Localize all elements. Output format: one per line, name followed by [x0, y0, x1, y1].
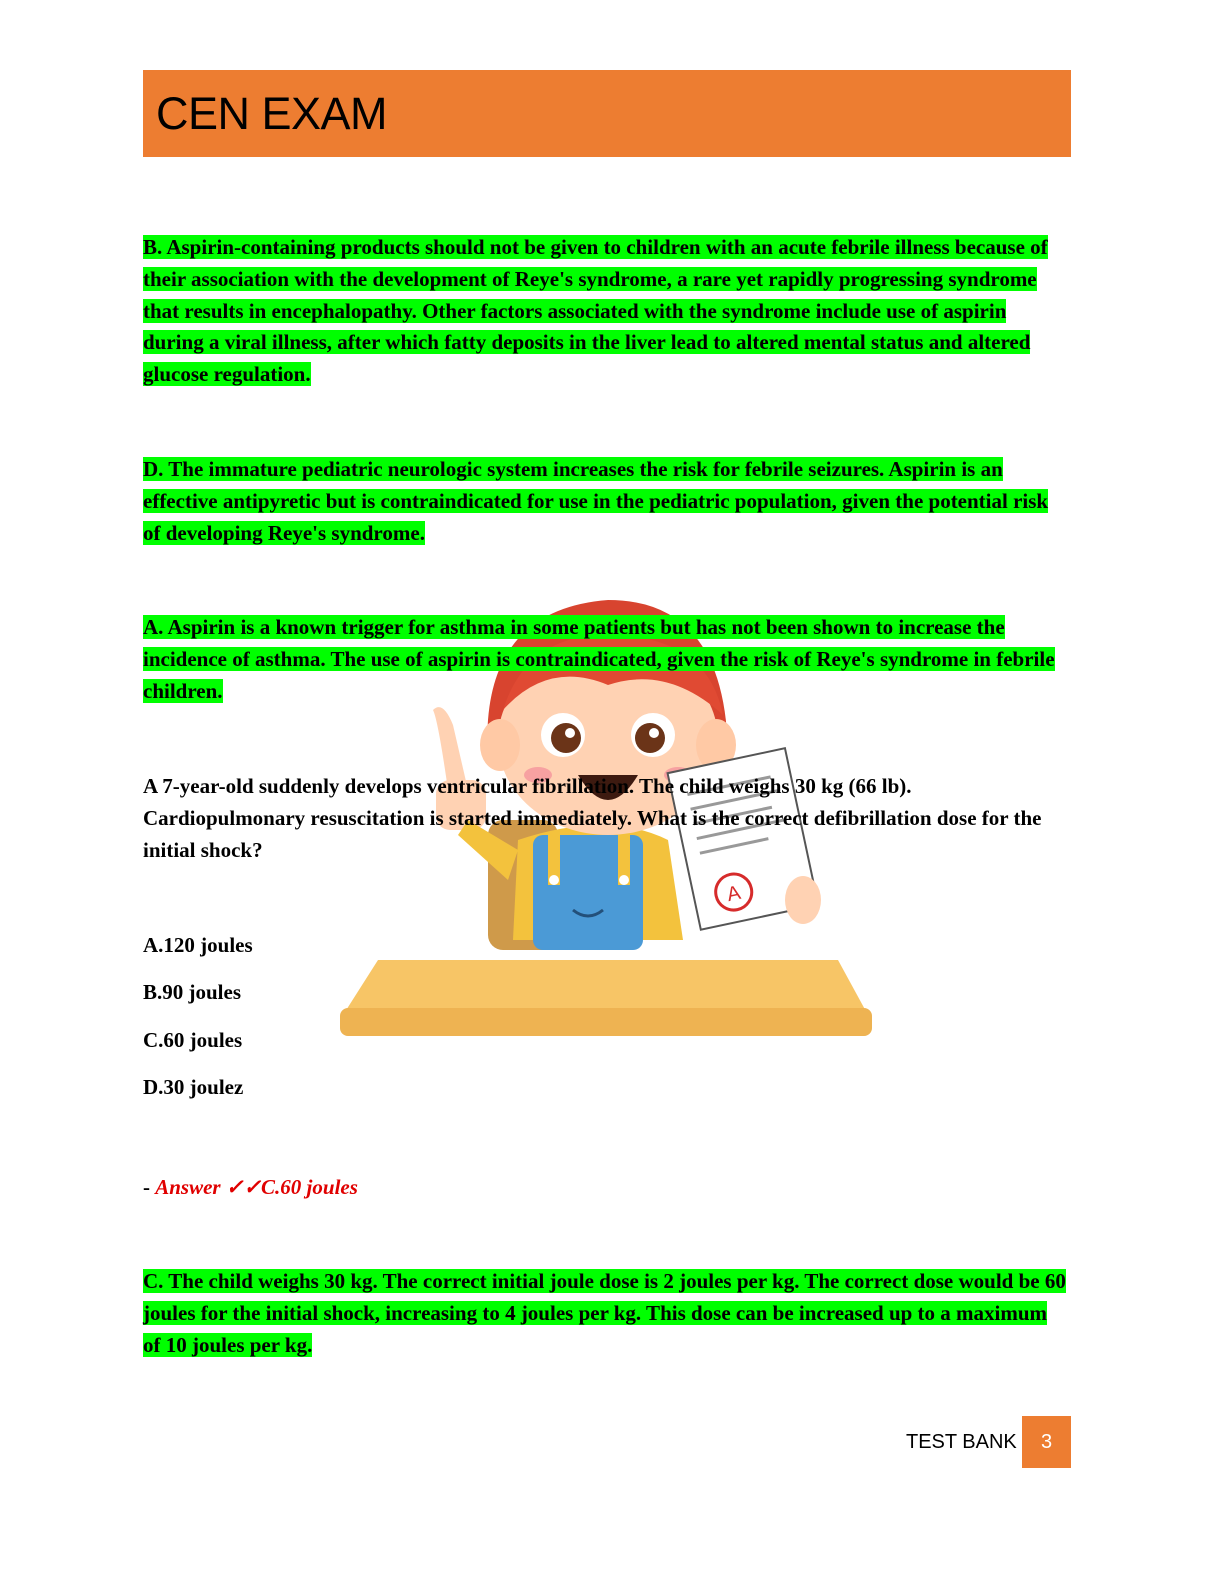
rationale-c	[143, 1266, 1068, 1361]
option-a: A.120 joules	[143, 933, 253, 957]
answer-line	[143, 1172, 358, 1202]
rationale-a-text: A. Aspirin is a known trigger for asthma in some patients but has not been shown to increase the incidence of asthma. The use of aspirin is contraindicated, given the risk of Reye's syndrome in febrile children.	[143, 615, 1055, 703]
option-c: C.60 joules	[143, 1028, 243, 1052]
question-stem: A 7-year-old suddenly develops ventricular fibrillation. The child weighs 30 kg (66 lb). Cardiopulmonary resuscitation is started immediately. What is the correct defibrillation dose for the initial shock?	[143, 774, 1042, 862]
rationale-d	[143, 454, 1068, 549]
option-b: B.90 joules	[143, 980, 242, 1004]
rationale-b-text: B. Aspirin-containing products should not be given to children with an acute febrile illness because of their association with the development of Reye's syndrome, a rare yet rapidly progressing syndrome that results in encephalopathy. Other factors associated with the syndrome include use of aspirin during a viral illness, after which fatty deposits in the liver lead to altered mental status and altered glucose regulation.	[143, 235, 1048, 387]
rationale-c-text: C. The child weighs 30 kg. The correct initial joule dose is 2 joules per kg. The correct dose would be 60 joules for the initial shock, increasing to 4 joules per kg. This dose can be increased up to a maximum of 10 joules per kg.	[143, 1269, 1066, 1357]
rationale-d-text: D. The immature pediatric neurologic system increases the risk for febrile seizures. Aspirin is an effective antipyretic but is contraindicated for use in the pediatric population, given the potential risk of developing Reye's syndrome.	[143, 457, 1049, 545]
footer-label: TEST BANK	[906, 1431, 1017, 1453]
answer-text: Answer ✓✓C.60 joules	[155, 1175, 358, 1199]
page-number: 3	[1022, 1416, 1071, 1468]
option-d: D.30 joulez	[143, 1075, 244, 1099]
header-banner	[143, 70, 1071, 157]
rationale-a	[143, 612, 1068, 707]
rationale-b	[143, 232, 1068, 391]
grade-mark: A	[725, 881, 743, 907]
page-title: CEN EXAM	[156, 88, 388, 139]
answer-dash: -	[143, 1175, 156, 1199]
